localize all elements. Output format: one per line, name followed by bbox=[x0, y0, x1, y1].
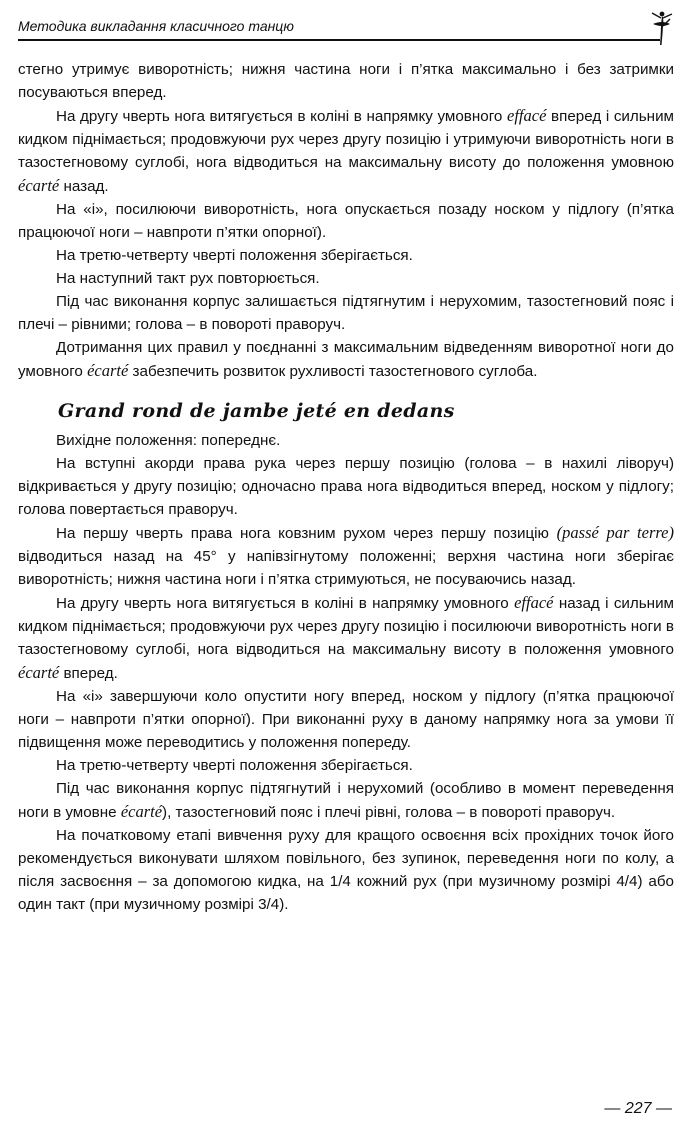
paragraph: На «і» завершуючи коло опустити ногу вперед, носком у підлогу (п’ятка працюючої ноги – навпроти п’ятки опорної). При виконанні руху в даному напрямку нога за умови її підвищення може переводитись у положення попереду. bbox=[18, 688, 674, 751]
header-rule bbox=[18, 39, 660, 41]
paragraph: На наступний такт рух повторюється. bbox=[56, 270, 320, 287]
page-number: — 227 — bbox=[604, 1100, 672, 1117]
paragraph: На третю-четверту чверті положення зберігається. bbox=[56, 247, 413, 264]
paragraph: стегно утримує виворотність; нижня частина ноги і п’ятка максимально і без затримки посуваються вперед. bbox=[18, 61, 674, 101]
paragraph: На другу чверть нога витягується в коліні в напрямку умовного effacé назад і сильним кидком піднімається; продовжуючи рух через другу позицію і посилюючи виворотність ноги в тазостегновому суглобі, нога відводиться на максимальну висоту в положення умовного écarté вперед. bbox=[18, 593, 674, 682]
paragraph: Дотримання цих правил у поєднанні з максимальним відведенням виворотної ноги до умовного écarté забезпечить розвиток рухливості тазостегнового суглоба. bbox=[18, 339, 674, 380]
paragraph: На третю-четверту чверті положення зберігається. bbox=[56, 757, 413, 774]
paragraph: На початковому етапі вивчення руху для кращого освоєння всіх прохідних точок його рекомендується виконувати шляхом повільного, без зупинок, переведення ноги по колу, а після засвоєння – за допомогою кидка, на 1/4 кожний рух (при музичному розмірі 4/4) або один такт (при музичному розмірі 3/4). bbox=[18, 827, 674, 913]
page-header bbox=[18, 10, 674, 46]
running-title: Методика викладання класичного танцю bbox=[18, 18, 294, 34]
paragraph: Під час виконання корпус залишається підтягнутим і нерухомим, тазостегновий пояс і плечі – рівними; голова – в повороті праворуч. bbox=[18, 293, 674, 333]
paragraph: Вихідне положення: попереднє. bbox=[56, 432, 281, 449]
paragraph: На «і», посилюючи виворотність, нога опускається позаду носком у підлогу (п’ятка працюючої ноги – навпроти п’ятки опорної). bbox=[18, 201, 674, 241]
section-title: Grand rond de jambe jeté en dedans bbox=[58, 400, 455, 422]
ballerina-icon bbox=[648, 10, 674, 46]
paragraph: Під час виконання корпус підтягнутий і нерухомий (особливо в момент переведення ноги в умовне écarté), тазостегновий пояс і плечі рівні, голова – в повороті праворуч. bbox=[18, 780, 674, 821]
paragraph: На вступні акорди права рука через першу позицію (голова – в нахилі ліворуч) відкривається у другу позицію; одночасно права нога відводиться вперед, носком у підлогу; голова повертається праворуч. bbox=[18, 455, 674, 518]
paragraph: На першу чверть права нога ковзним рухом через першу позицію (passé par terre) відводиться назад на 45° у напівзігнутому положенні; верхня частина ноги зберігає виворотність; нижня частина ноги і п’ятка стримуються, не посуваючись назад. bbox=[18, 523, 674, 588]
body-text bbox=[18, 58, 674, 916]
paragraph: На другу чверть нога витягується в коліні в напрямку умовного effacé вперед і сильним кидком піднімається; продовжуючи рух через другу позицію і утримуючи виворотність ноги в тазостегновому суглобі, нога відводиться на максимальну висоту до положення умовною écarté назад. bbox=[18, 106, 674, 195]
